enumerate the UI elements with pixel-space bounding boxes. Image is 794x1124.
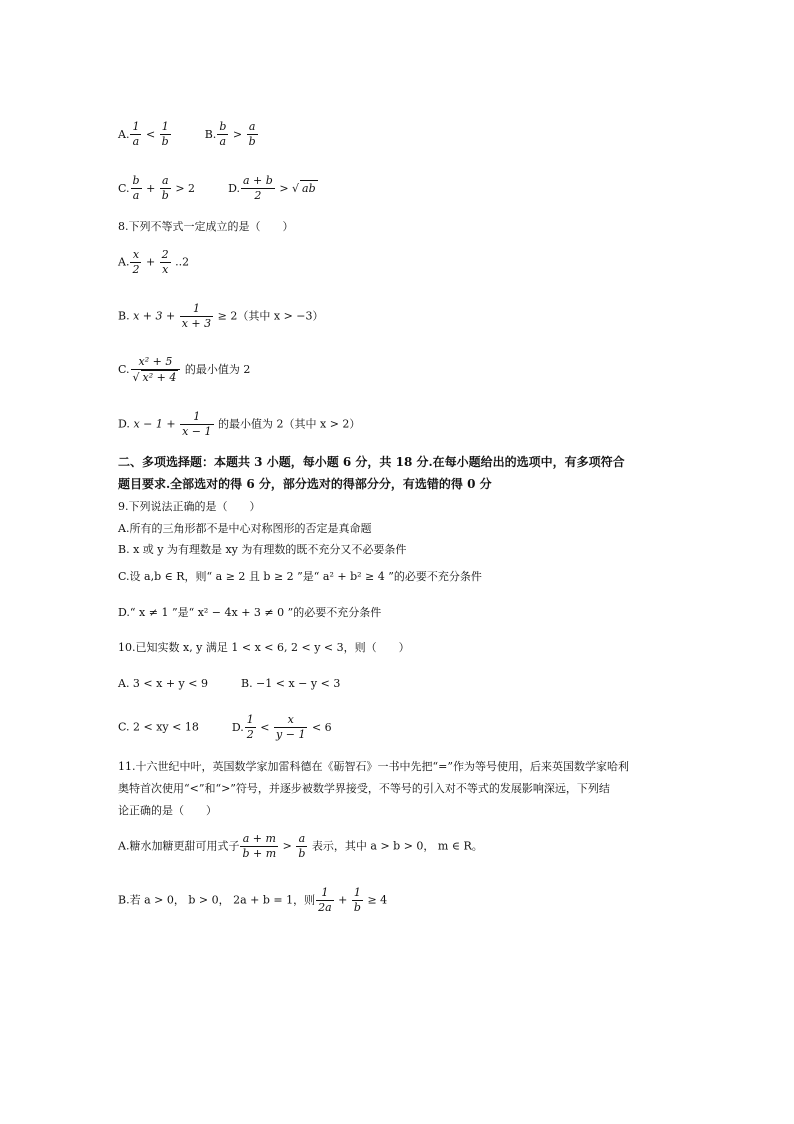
numerator: a xyxy=(296,832,307,847)
operator: + xyxy=(146,181,156,195)
numerator: a xyxy=(160,174,171,189)
denominator: 2 xyxy=(246,728,254,741)
fraction xyxy=(240,832,278,861)
expression-tail: 的最小值为 2（其中 x > 2） xyxy=(218,417,361,431)
numerator: 2 xyxy=(161,248,169,261)
option-label: C. xyxy=(118,363,130,376)
numerator: b xyxy=(132,174,140,187)
q10-row-cd xyxy=(118,713,332,742)
expression-head: x − 1 + xyxy=(133,417,176,431)
numerator: x xyxy=(130,248,141,263)
q9-option-d: D.“ x ≠ 1 ”是“ x² − 4x + 3 ≠ 0 ”的必要不充分条件 xyxy=(118,606,382,619)
operator: < xyxy=(260,720,270,734)
radicand: ab xyxy=(302,181,316,195)
fraction xyxy=(131,355,181,385)
numerator: 1 xyxy=(160,120,171,135)
option-label: B. xyxy=(118,309,130,323)
denominator: 2 xyxy=(254,189,262,202)
fraction xyxy=(296,832,307,861)
fraction xyxy=(274,713,307,742)
q9-option-b: B. x 或 y 为有理数是 xy 为有理数的既不充分又不必要条件 xyxy=(118,543,407,556)
expression-tail: ..2 xyxy=(175,255,190,269)
q11-stem-line1: 11.十六世纪中叶，英国数学家加雷科德在《砺智石》一书中先把“=”作为等号使用，后来英国数学家哈利 xyxy=(118,760,629,773)
sqrt-symbol: √ xyxy=(132,371,140,384)
numerator: a xyxy=(247,120,258,135)
fraction xyxy=(316,886,334,915)
fraction xyxy=(241,174,275,203)
numerator: a + b xyxy=(243,174,273,187)
denominator xyxy=(131,370,181,385)
q10-option-c: C. 2 < xy < 18 xyxy=(118,720,199,734)
denominator: b xyxy=(298,847,306,860)
numerator: 1 xyxy=(132,120,140,133)
q11-option-b xyxy=(118,886,387,915)
q8-option-c xyxy=(118,355,250,385)
q10-option-a: A. 3 < x + y < 9 xyxy=(118,677,208,690)
denominator: b + m xyxy=(242,847,277,860)
expression-tail: ≥ 2（其中 x > −3） xyxy=(217,309,324,323)
denominator: b xyxy=(353,901,361,914)
q11-stem-line3: 论正确的是（ ） xyxy=(118,804,217,817)
numerator: 1 xyxy=(352,886,363,901)
section-heading-line1: 二、多项选择题：本题共 3 小题，每小题 6 分，共 18 分.在每小题给出的选项中，有多项符合 xyxy=(118,455,625,469)
denominator: 2 xyxy=(132,263,140,276)
denominator: x − 1 xyxy=(182,425,212,438)
q8-option-d xyxy=(118,410,360,439)
operator: > xyxy=(232,127,243,141)
q10-row-ab xyxy=(118,676,340,692)
q9-option-c: C.设 a,b ∈ R，则“ a ≥ 2 且 b ≥ 2 ”是“ a² + b² ≥ 4 ”的必要不充分条件 xyxy=(118,570,482,583)
option-label: A.糖水加糖更甜可用式子 xyxy=(118,839,240,853)
q7-row-cd xyxy=(118,174,318,203)
fraction xyxy=(130,120,141,149)
option-label: A. xyxy=(118,127,130,141)
fraction xyxy=(130,248,141,277)
fraction xyxy=(217,120,228,149)
q11-option-a xyxy=(118,832,483,861)
numerator: a + m xyxy=(240,832,278,847)
fraction xyxy=(131,174,142,203)
operator: > xyxy=(282,839,292,853)
operator: < xyxy=(145,127,156,141)
q9-option-a: A.所有的三角形都不是中心对称图形的否定是真命题 xyxy=(118,522,372,535)
expression-tail: 的最小值为 2 xyxy=(184,363,251,376)
q10-option-d xyxy=(231,713,332,741)
numerator: x xyxy=(274,713,307,728)
denominator: b xyxy=(161,135,169,148)
q8-stem: 8.下列不等式一定成立的是（ ） xyxy=(118,220,294,233)
q9-stem: 9.下列说法正确的是（ ） xyxy=(118,500,261,513)
expression-tail: ≥ 4 xyxy=(367,893,388,907)
sqrt-symbol: √ xyxy=(292,181,300,195)
numerator: 1 xyxy=(316,886,334,901)
denominator: a xyxy=(132,135,140,148)
fraction xyxy=(180,302,213,331)
numerator: x² + 5 xyxy=(131,355,181,370)
q7-option-c xyxy=(118,174,199,202)
operator: + xyxy=(338,893,348,907)
q7-option-d xyxy=(228,174,318,202)
option-label: C. xyxy=(118,181,130,195)
fraction xyxy=(160,120,171,149)
fraction xyxy=(160,248,171,277)
operator: + xyxy=(145,255,156,269)
radicand: x² + 4 xyxy=(142,371,177,384)
q10-stem: 10.已知实数 x, y 满足 1 < x < 6, 2 < y < 3，则（ ） xyxy=(118,641,410,654)
denominator: b xyxy=(161,189,169,202)
option-label: A. xyxy=(118,255,130,269)
option-label: B. xyxy=(204,127,217,141)
expression-head: x + 3 + xyxy=(133,309,176,323)
denominator: x + 3 xyxy=(181,317,212,330)
denominator: y − 1 xyxy=(276,728,306,741)
option-label: D. xyxy=(118,417,130,431)
q10-option-b: B. −1 < x − y < 3 xyxy=(240,677,341,690)
expression-tail: 表示，其中 a > b > 0， m ∈ R。 xyxy=(311,839,483,853)
option-label: D. xyxy=(231,720,244,734)
denominator: a xyxy=(132,189,140,202)
numerator: 1 xyxy=(180,302,213,317)
q7-option-b xyxy=(204,120,259,148)
numerator: b xyxy=(219,120,227,133)
q8-option-b xyxy=(118,302,324,331)
section-heading-line2: 题目要求.全部选对的得 6 分，部分选对的得部分分，有选错的得 0 分 xyxy=(118,477,492,491)
denominator: a xyxy=(219,135,227,148)
denominator: x xyxy=(162,263,169,276)
denominator: b xyxy=(248,135,256,148)
numerator: 1 xyxy=(180,410,213,425)
q7-row-ab xyxy=(118,120,259,149)
operator: > xyxy=(279,181,289,195)
q11-stem-line2: 奥特首次使用“<”和“>”符号，并逐步被数学界接受，不等号的引入对不等式的发展影响深远，下列结 xyxy=(118,782,610,795)
option-label: B.若 a > 0， b > 0， 2a + b = 1，则 xyxy=(118,893,316,907)
expression-tail: < 6 xyxy=(311,720,332,734)
option-label: D. xyxy=(228,181,240,195)
fraction xyxy=(245,713,256,742)
q7-option-a xyxy=(118,120,175,148)
expression-tail: > 2 xyxy=(175,181,196,195)
fraction xyxy=(160,174,171,203)
fraction xyxy=(180,410,213,439)
q8-option-a xyxy=(118,248,189,277)
fraction xyxy=(352,886,363,915)
fraction xyxy=(247,120,258,149)
denominator: 2a xyxy=(318,901,332,914)
numerator: 1 xyxy=(246,713,254,726)
